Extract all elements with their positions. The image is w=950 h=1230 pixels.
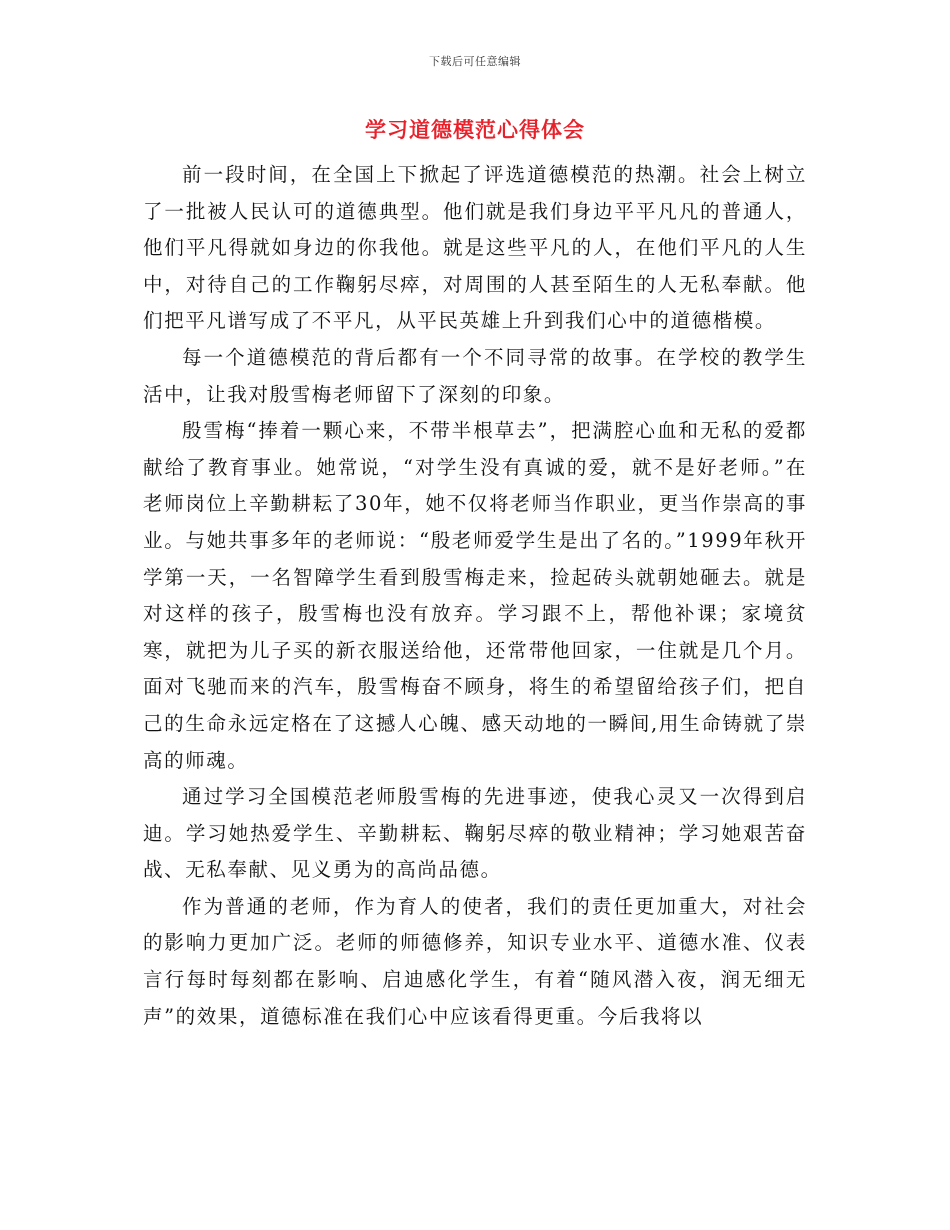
paragraph-3: 殷雪梅“捧着一颗心来，不带半根草去”，把满腔心血和无私的爱都献给了教育事业。她常说，“对学生没有真诚的爱，就不是好老师。”在老师岗位上辛勤耕耘了30年，她不仅将老师当作职业，更当作崇高的事业。与她共事多年的老师说：“殷老师爱学生是出了名的。”1999年秋开学第一天，一名智障学生看到殷雪梅走来，捡起砖头就朝她砸去。就是对这样的孩子，殷雪梅也没有放弃。学习跟不上，帮他补课；家境贫寒，就把为儿子买的新衣服送给他，还常带他回家，一住就是几个月。面对飞驰而来的汽车，殷雪梅奋不顾身，将生的希望留给孩子们，把自己的生命永远定格在了这撼人心魄、感天动地的一瞬间,用生命铸就了崇高的师魂。: [143, 419, 807, 772]
paragraph-4: 通过学习全国模范老师殷雪梅的先进事迹，使我心灵又一次得到启迪。学习她热爱学生、辛勤耕耘、鞠躬尽瘁的敬业精神；学习她艰苦奋战、无私奉献、见义勇为的高尚品德。: [143, 785, 807, 882]
document-title: 学习道德模范心得体会: [365, 117, 585, 142]
paragraph-2: 每一个道德模范的背后都有一个不同寻常的故事。在学校的教学生活中，让我对殷雪梅老师留下了深刻的印象。: [143, 345, 807, 406]
document-body: [143, 157, 807, 1035]
paragraph-1: 前一段时间，在全国上下掀起了评选道德模范的热潮。社会上树立了一批被人民认可的道德典型。他们就是我们身边平平凡凡的普通人，他们平凡得就如身边的你我他。就是这些平凡的人，在他们平凡的人生中，对待自己的工作鞠躬尽瘁，对周围的人甚至陌生的人无私奉献。他们把平凡谱写成了不平凡，从平民英雄上升到我们心中的道德楷模。: [143, 163, 807, 333]
paragraph-5: 作为普通的老师，作为育人的使者，我们的责任更加重大，对社会的影响力更加广泛。老师的师德修养，知识专业水平、道德水准、仪表言行每时每刻都在影响、启迪感化学生，有着“随风潜入夜，润无细无声”的效果，道德标准在我们心中应该看得更重。今后我将以: [143, 894, 807, 1028]
header-note: 下载后可任意编辑: [429, 55, 521, 68]
